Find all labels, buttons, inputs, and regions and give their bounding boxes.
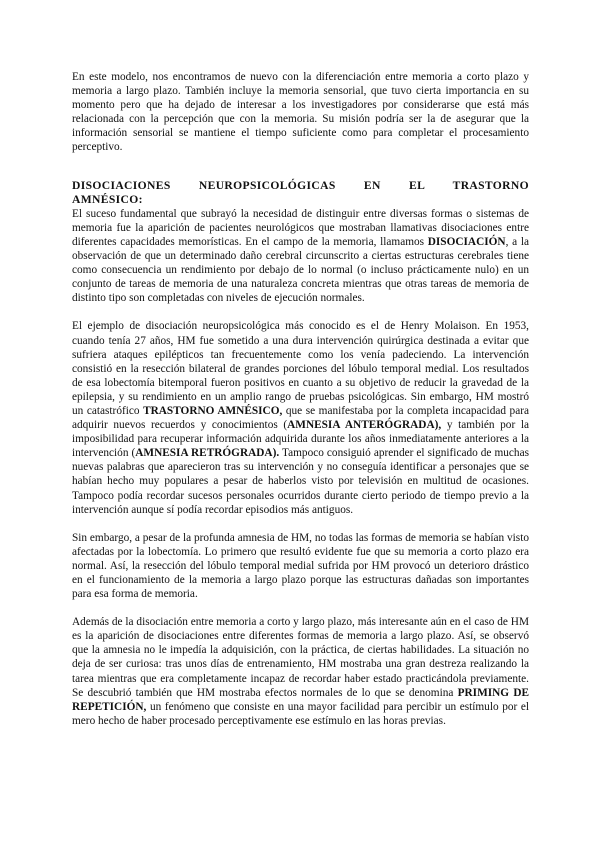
short-term-memory-paragraph: Sin embargo, a pesar de la profunda amnesia de HM, no todas las formas de memoria se habían visto afectadas por la lobectomía. Lo primero que resultó evidente fue que su memoria a corto plazo era normal. Así, la resección del lóbulo temporal medial sufrida por HM provocó un deterioro drástico en el funcionamiento de la memoria a largo plazo porque las estructuras dañadas son importantes para esa forma de memoria. <box>72 531 529 601</box>
hm-case-paragraph <box>72 319 529 516</box>
intro-paragraph: En este modelo, nos encontramos de nuevo con la diferenciación entre memoria a corto plazo y memoria a largo plazo. También incluye la memoria sensorial, que tuvo cierta importancia en su momento pero que ha dejado de interesar a los investigadores por considerarse que está más relacionada con la percepción que con la memoria. Su misión podría ser la de asegurar que la información sensorial se mantiene el tiempo suficiente como para completar el procesamiento perceptivo. <box>72 71 529 154</box>
amnesic-disorder-term: TRASTORNO AMNÉSICO, <box>143 404 283 417</box>
hm-text-4: Tampoco consiguió aprender el significado de muchas nuevas palabras que aparecieron tras su intervención y no conseguía identificar a personajes que se habían hecho muy populares a pesar de haberlos visto por televisión en multitud de ocasiones. Tampoco podía recordar sucesos personales ocurridos durante cierto periodo de tiempo previo a la intervención aunque sí podía recordar episodios más antiguos. <box>72 447 529 516</box>
hm-text-1: El ejemplo de disociación neuropsicológica más conocido es el de Henry Molaison. En 1953, cuando tenía 27 años, HM fue sometido a una dura intervención quirúrgica destinada a evitar que sufriera ataques epilépticos tan frecuentemente como los venía padeciendo. La intervención consistió en la resección bilateral de grandes porciones del lóbulo temporal medial. Los resultados de esa lobectomía bitemporal fueron positivos en cuanto a su objetivo de reducir la gravedad de la epilepsia, y su rendimiento en un amplio rango de pruebas psicológicas. Sin embargo, HM mostró un catastrófico <box>72 320 529 417</box>
repetition-priming-term: PRIMING DE REPETICIÓN, <box>72 686 530 713</box>
retrograde-amnesia-term: AMNESIA RETRÓGRADA). <box>135 447 280 460</box>
section-heading: DISOCIACIONES NEUROPSICOLÓGICAS EN EL TRASTORNO AMNÉSICO: <box>72 178 529 206</box>
long-term-dissociation-paragraph <box>72 615 529 728</box>
dissociation-text-2: , a la observación de que un determinado daño cerebral circunscrito a ciertas estructuras cerebrales tiene como consecuencia un rendimiento por debajo de lo normal (o incluso prácticamente nulo) en un conjunto de tareas de memoria de una naturaleza concreta mientras que otras tareas de memoria de distinto tipo son completadas con niveles de ejecución normales. <box>72 235 529 305</box>
dissociation-paragraph <box>72 207 529 306</box>
anterograde-amnesia-term: AMNESIA ANTERÓGRADA), <box>287 419 442 432</box>
ltm-text-2: un fenómeno que consiste en una mayor facilidad para percibir un estímulo por el mero hecho de haber procesado perceptivamente ese estímulo en las horas previas. <box>72 700 529 727</box>
hm-text-2: que se manifestaba por la completa incapacidad para adquirir nuevos recuerdos y conocimientos ( <box>72 404 529 432</box>
ltm-text-1: Además de la disociación entre memoria a corto y largo plazo, más interesante aún en el caso de HM es la aparición de disociaciones entre diferentes formas de memoria a largo plazo. Así, se observó que la amnesia no le impedía la adquisición, con la práctica, de ciertas habilidades. La situación no deja de ser curiosa: tras unos días de entrenamiento, HM mostraba una gran destreza realizando la tarea mientras que era completamente incapaz de recordar haber estado practicándola previamente. Se descubrió también que HM mostraba efectos normales de lo que se denomina <box>72 616 529 699</box>
document-page <box>72 70 529 742</box>
dissociation-text-1: El suceso fundamental que subrayó la necesidad de distinguir entre diversas formas o sistemas de memoria fue la aparición de pacientes neurológicos que mostraban llamativas disociaciones entre diferentes capacidades memorísticas. En el campo de la memoria, llamamos <box>72 207 529 248</box>
hm-text-3: y también por la imposibilidad para recuperar información adquirida durante los años inmediatamente anteriores a la intervención ( <box>72 419 529 460</box>
dissociation-term: DISOCIACIÓN <box>427 235 506 248</box>
